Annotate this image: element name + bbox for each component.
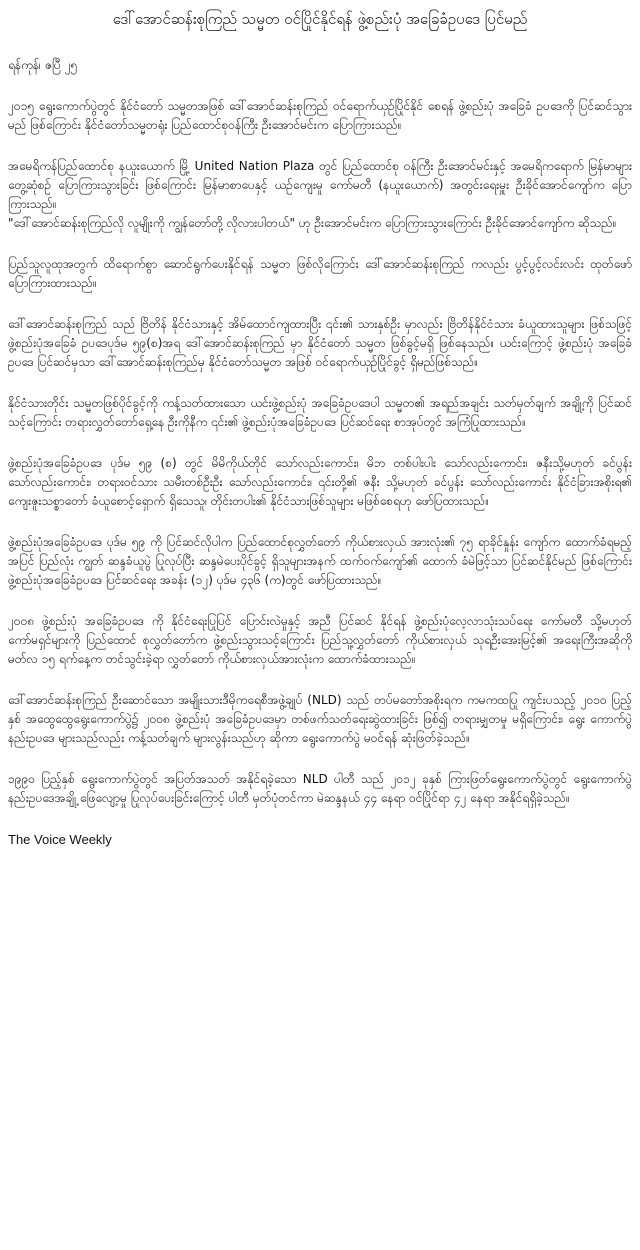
article-paragraph: ၂၀၁၅ ရွေးကောက်ပွဲတွင် နိုင်ငံတော် သမ္မတအဖြစ် ဒေါ်အောင်ဆန်းစုကြည် ဝင်ရောက်ယှဉ်ပြိုင်နိုင် စေရန် ဖွဲ့စည်းပုံ အခြေခံ ဥပဒေကို ပြင်ဆင်သွားမည် ဖြစ်ကြောင်း နိုင်ငံတော်သမ္မတရုံး ပြည်ထောင်စုဝန်ကြီး ဦးအောင်မင်းက ပြောကြားသည်။ (8, 99, 632, 132)
article-paragraph: ဖွဲ့စည်းပုံအခြေခံဥပဒေ ပုဒ်မ ၅၉ (စ) တွင် မိမိကိုယ်တိုင် သော်လည်းကောင်း၊ မိဘ တစ်ပါးပါး သော်လည်းကောင်း၊ ဇနီးသို့မဟုတ် ခင်ပွန်း သော်လည်းကောင်း၊ တရားဝင်သား သမီးတစ်ဦးဦး သော်လည်းကောင်း၊ ၎င်းတို့၏ ဇနီး သို့မဟုတ် ခင်ပွန်း သော်လည်းကောင်း နိုင်ငံခြားအစိုးရ၏ ကျေးဇူးသစ္စာတော် ခံယူစောင့်ရှောက် ရှိသေသူ၊ တိုင်းတပါး၏ နိုင်ငံသားဖြစ်သူများ မဖြစ်စေရဟု ဖော်ပြထားသည်။ (8, 456, 632, 508)
article-headline: ဒေါ်အောင်ဆန်းစုကြည် သမ္မတ ဝင်ပြိုင်နိုင်ရန် ဖွဲ့စည်းပုံ အခြေခံဥပဒေ ပြင်မည် (112, 10, 528, 28)
article-paragraph: ဖွဲ့စည်းပုံအခြေခံဥပဒေ ပုဒ်မ ၅၉ ကို ပြင်ဆင်လိုပါက ပြည်ထောင်စုလွှတ်တော် ကိုယ်စားလှယ် အားလုံး၏ ၇၅ ရာခိုင်နှုန်း ကျော်က ထောက်ခံရမည့် အပြင် ပြည်လုံး ကျွတ် ဆန္ဒခံယူပွဲ ပြုလုပ်ပြီး ဆန္ဒမဲပေးပိုင်ခွင့် ရှိသူများအနက် ထက်ဝက်ကျော်၏ ထောက် ခံမဲဖြင့်သာ ပြင်ဆင်နိုင်မည် ဖြစ်ကြောင်း ဖွဲ့စည်းပုံအခြေခံဥပဒေ ပြင်ဆင်ရေး အခန်း (၁၂) ပုဒ်မ ၄၃၆ (က)တွင် ဖော်ပြထားသည်။ (8, 535, 632, 587)
article-paragraph: ဒေါ်အောင်ဆန်းစုကြည် ဦးဆောင်သော အမျိုးသားဒီမိုကရေစီအဖွဲ့ချုပ် (NLD) သည် တပ်မတော်အစိုးရက ကမကထပြု ကျင်းပသည့် ၂၀၁၀ ပြည့်နှစ် အထွေထွေရွေးကောက်ပွဲ၌ ၂၀၀၈ ဖွဲ့စည်းပုံ အခြေခံဥပဒေမှာ တစ်ဖက်သတ်ရေးဆွဲထားခြင်း ဖြစ်၍ တရားမျှတမှု မရှိကြောင်း၊ ရွေး ကောက်ပွဲနည်းဥပဒေ များသည်လည်း ကန့်သတ်ချက် များလွန်းသည်ဟု ဆိုကာ ရွေးကောက်ပွဲ မဝင်ရန် ဆုံးဖြတ်ခဲ့သည်။ (8, 693, 632, 745)
article-source: The Voice Weekly (8, 832, 112, 847)
article-paragraph: "ဒေါ်အောင်ဆန်းစုကြည်လို လူမျိုးကို ကျွန်တော်တို့ လိုလားပါတယ်" ဟု ဦးအောင်မင်းက ပြောကြားသွားကြောင်း ဦးခိုင်အောင်ကျော်က ဆိုသည်။ (8, 216, 617, 230)
article-paragraph: နိုင်ငံသားတိုင်း သမ္မတဖြစ်ပိုင်ခွင့်ကို ကန့်သတ်ထားသော ယင်းဖွဲ့စည်းပုံ အခြေခံဥပဒေပါ သမ္မတ၏ အရည်အချင်း သတ်မှတ်ချက် အချို့ကို ပြင်ဆင်သင့်ကြောင်း တရားလွှတ်တော်ရှေ့နေ ဦးကိုနီက ၎င်း၏ ဖွဲ့စည်းပုံအခြေခံဥပဒေ ပြင်ဆင်ရေး စာအုပ်တွင် အကြံပြုထားသည်။ (8, 396, 632, 429)
article-paragraph: ဒေါ်အောင်ဆန်းစုကြည် သည် ဗြိတိန် နိုင်ငံသားနှင့် အိမ်ထောင်ကျထားပြီး ၎င်း၏ သားနှစ်ဦး မှာလည်း ဗြိတိန်နိုင်ငံသား ခံယူထားသူများ ဖြစ်သဖြင့် ဖွဲ့စည်းပုံအခြေခံ ဥပဒေပုဒ်မ ၅၉(စ)အရ ဒေါ်အောင်ဆန်းစုကြည် မှာ နိုင်ငံတော် သမ္မတ ဖြစ်ခွင့်မရှိ ဖြစ်နေသည်။ ယင်းကြောင့် ဖွဲ့စည်းပုံ အခြေခံဥပဒေ ပြင်ဆင်မှသာ ဒေါ်အောင်ဆန်းစုကြည်မှ နိုင်ငံတော်သမ္မတ အဖြစ် ဝင်ရောက်ယှဉ်ပြိုင်ခွင့် ရှိမည်ဖြစ်သည်။ (8, 317, 632, 369)
article-paragraph: ၁၉၉၀ ပြည့်နှစ် ရွေးကောက်ပွဲတွင် အပြတ်အသတ် အနိုင်ရခဲ့သော NLD ပါတီ သည် ၂၀၁၂ ခုနှစ် ကြားဖြတ်ရွေးကောက်ပွဲတွင် ရွေးကောက်ပွဲနည်းဥပဒေအချို့ ဖြေလျော့မှု ပြုလုပ်ပေးခြင်းကြောင့် ပါတီ မှတ်ပုံတင်ကာ မဲဆန္ဒနယ် ၄၄ နေရာ ဝင်ပြိုင်ရာ ၄၂ နေရာ အနိုင်ရရှိခဲ့သည်။ (8, 772, 632, 805)
article-paragraph: ၂၀၀၈ ဖွဲ့စည်းပုံ အခြေခံဥပဒေ ကို နိုင်ငံရေးပြုပြင် ပြောင်းလဲမှုနှင့် အညီ ပြင်ဆင် နိုင်ရန် ဖွဲ့စည်းပုံလေ့လာသုံးသပ်ရေး ကော်မတီ သို့မဟုတ် ကော်မရှင်များကို ပြည်ထောင် စုလွှတ်တော်က ဖွဲ့စည်းသွားသင့်ကြောင်း ပြည်သူ့လွှတ်တော် ကိုယ်စားလှယ် သုရဦးအေးမြင့်၏ အရေးကြီးအဆိုကို မတ်လ ၁၅ ရက်နေ့က တင်သွင်းခဲ့ရာ လွှတ်တော် ကိုယ်စားလှယ်အားလုံးက ထောက်ခံထားသည်။ (8, 614, 632, 666)
article-dateline: ရန်ကုန်၊ ဇပြီ ၂၅ (8, 58, 78, 72)
article-paragraph: အမေရိကန်ပြည်ထောင်စု နယူးယောက် မြို့ United Nation Plaza တွင် ပြည်ထောင်စု ဝန်ကြီး ဦးအောင်မင်းနှင့် အမေရိကရောက် မြန်မာများ တွေ့ဆုံစဉ် ပြောကြားသွားခြင်း ဖြစ်ကြောင်း မြန်မာစာပေနှင့် ယဉ်ကျေးမှု ကော်မတီ (နယူးယောက်) အတွင်းရေးမှူး ဦးခိုင်အောင်ကျော်က ပြောကြားသည်။ (8, 159, 632, 211)
article-paragraph: ပြည်သူလူထုအတွက် ထိရောက်စွာ ဆောင်ရွက်ပေးနိုင်ရန် သမ္မတ ဖြစ်လိုကြောင်း ဒေါ်အောင်ဆန်းစုကြည် ကလည်း ပွင့်ပွင့်လင်းလင်း ထုတ်ဖော် ပြောကြားထားသည်။ (8, 257, 632, 290)
